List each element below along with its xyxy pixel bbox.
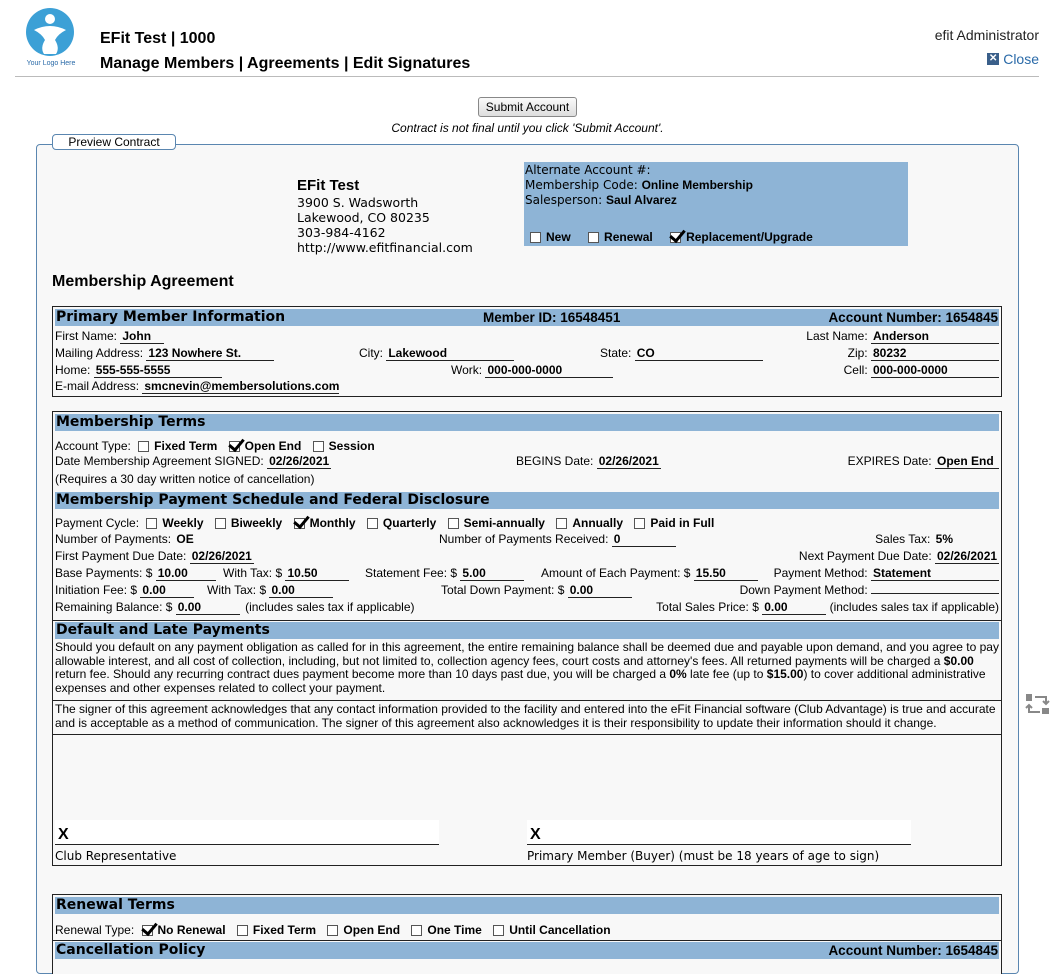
weekly-label: Weekly: [162, 516, 204, 530]
first-name-label: First Name:: [55, 329, 118, 343]
default-text: Should you default on any payment obligation as called for in this agreement, the entire remaining balance shall be deemed due and payable upon demand, and you agree to pay allowable interest, and all cost of collection, including, but not limited to, collection agency fees, court costs and attorney's fees. All returned payments will be charged a $0.00 return fee. Should any recurring contract dues payment become more than 10 days past due, you will be charged a 0% late fee (up to $15.00) to cover additional administrative expenses and other expenses related to collect your payment.: [55, 640, 999, 695]
remaining-balance-label: Remaining Balance: $: [55, 600, 173, 614]
page-title: EFit Test | 1000: [100, 30, 216, 47]
total-price-value: 0.00: [762, 600, 826, 615]
next-due-value: 02/26/2021: [937, 549, 998, 563]
breadcrumb: Manage Members | Agreements | Edit Signatures: [100, 55, 471, 72]
cancellation-notice: (Requires a 30 day written notice of cancellation): [55, 472, 315, 486]
annually-label: Annually: [572, 516, 623, 530]
open-end-checkbox[interactable]: [229, 441, 240, 452]
divider: [53, 620, 1001, 621]
open-end-renewal-label: Open End: [343, 923, 401, 937]
semiannual-checkbox[interactable]: [448, 518, 459, 529]
one-time-label: One Time: [427, 923, 482, 937]
until-cancel-label: Until Cancellation: [509, 923, 611, 937]
signer-acknowledgement: The signer of this agreement acknowledges that any contact information provided to the facility and entered into the eFit Financial software (Club Advantage) is true and accurate and is acceptable as a method of communication. The signer of this agreement also acknowledges it is their responsibility to update their information should it change.: [55, 702, 996, 730]
monthly-label: Monthly: [309, 516, 356, 530]
quarterly-checkbox[interactable]: [367, 518, 378, 529]
account-number: Account Number: 1654845: [828, 943, 998, 958]
submit-note: Contract is not final until you click 'Submit Account'.: [391, 121, 664, 135]
primary-member-section: [52, 306, 1002, 397]
replacement-label: Replacement/Upgrade: [686, 230, 813, 244]
biweekly-checkbox[interactable]: [215, 518, 226, 529]
section-title: Renewal Terms: [56, 897, 175, 913]
home-phone-label: Home:: [55, 363, 91, 377]
each-payment-value: 15.50: [694, 566, 758, 581]
default-header: [55, 622, 999, 639]
cell-phone-value: 000-000-0000: [871, 363, 999, 378]
section-header: [55, 897, 999, 914]
section-title: Membership Terms: [56, 414, 206, 430]
account-type-label: Account Type:: [55, 439, 131, 453]
fixed-term-renewal-checkbox[interactable]: [237, 925, 248, 936]
new-checkbox[interactable]: [530, 232, 541, 243]
alt-account-label: Alternate Account #:: [525, 163, 651, 177]
first-due-value: 02/26/2021: [191, 549, 252, 563]
signed-date-value: 02/26/2021: [269, 454, 330, 468]
with-tax-label: With Tax: $: [223, 566, 283, 580]
num-payments-label: Number of Payments:: [55, 532, 172, 546]
sales-tax-value: 5%: [935, 532, 953, 546]
preview-contract-button[interactable]: Preview Contract: [52, 134, 176, 150]
no-renewal-label: No Renewal: [157, 923, 226, 937]
member-signature-field[interactable]: [527, 820, 911, 845]
terms-section: [52, 411, 1002, 866]
sign-mark: X: [530, 826, 541, 843]
close-label: Close: [1003, 51, 1039, 67]
with-tax-value: 10.50: [285, 566, 349, 581]
expires-date-label: EXPIRES Date:: [847, 454, 932, 468]
one-time-checkbox[interactable]: [411, 925, 422, 936]
sales-tax-label: Sales Tax:: [875, 532, 931, 546]
account-number: Account Number: 1654845: [828, 310, 998, 325]
paid-full-checkbox[interactable]: [634, 518, 645, 529]
club-phone: 303-984-4162: [297, 225, 386, 240]
expires-date-value: Open End: [935, 454, 999, 469]
open-end-renewal-checkbox[interactable]: [327, 925, 338, 936]
down-payment-value: 0.00: [568, 583, 632, 598]
section-header: [55, 414, 999, 431]
work-phone-value: 000-000-0000: [485, 363, 613, 378]
annually-checkbox[interactable]: [556, 518, 567, 529]
base-payments-value: 10.00: [156, 566, 216, 581]
logo-text: Your Logo Here: [26, 60, 76, 67]
member-id: Member ID: 16548451: [483, 310, 621, 325]
payment-method-label: Payment Method:: [773, 566, 868, 580]
state-label: State:: [600, 346, 632, 360]
payments-received-label: Number of Payments Received:: [439, 532, 609, 546]
first-due-label: First Payment Due Date:: [55, 549, 187, 563]
payment-method-value: Statement: [871, 566, 999, 581]
logo-icon: [22, 8, 80, 60]
app-header: [0, 0, 1055, 78]
club-url: http://www.efitfinancial.com: [297, 240, 473, 255]
statement-fee-label: Statement Fee: $: [365, 566, 458, 580]
weekly-checkbox[interactable]: [146, 518, 157, 529]
new-label: New: [546, 230, 571, 244]
begins-date-label: BEGINS Date:: [516, 454, 594, 468]
mailing-address-value: 123 Nowhere St.: [146, 346, 274, 361]
submit-account-button[interactable]: Submit Account: [478, 97, 577, 117]
signed-date-label: Date Membership Agreement SIGNED:: [55, 454, 264, 468]
semiannual-label: Semi-annually: [463, 516, 545, 530]
down-method-value: [871, 593, 999, 594]
renewal-label: Renewal: [604, 230, 653, 244]
monthly-checkbox[interactable]: [294, 518, 305, 529]
renewal-type-label: Renewal Type:: [55, 923, 135, 937]
home-phone-value: 555-555-5555: [94, 363, 222, 378]
quarterly-label: Quarterly: [382, 516, 437, 530]
begins-date-value: 02/26/2021: [598, 454, 659, 468]
until-cancel-checkbox[interactable]: [493, 925, 504, 936]
member-signature-label: Primary Member (Buyer) (must be 18 years of age to sign): [527, 849, 880, 863]
membership-code: Online Membership: [641, 178, 753, 192]
mailing-address-label: Mailing Address:: [55, 346, 144, 360]
club-rep-label: Club Representative: [55, 849, 177, 863]
zip-label: Zip:: [847, 346, 868, 360]
city-label: City:: [359, 346, 383, 360]
section-header: [55, 309, 999, 326]
salesperson-label: Salesperson:: [525, 193, 603, 207]
club-info: [297, 178, 473, 255]
next-due-label: Next Payment Due Date:: [798, 549, 932, 563]
paid-full-label: Paid in Full: [650, 516, 715, 530]
initiation-fee-label: Initiation Fee: $: [55, 583, 138, 597]
account-box: [524, 162, 908, 246]
remaining-balance-value: 0.00: [176, 600, 240, 615]
fixed-term-renewal-label: Fixed Term: [252, 923, 317, 937]
last-name-value: Anderson: [871, 329, 999, 344]
first-name-value: John: [120, 329, 164, 344]
init-tax-label: With Tax: $: [207, 583, 267, 597]
session-checkbox[interactable]: [313, 441, 324, 452]
logo: [22, 8, 80, 72]
remaining-balance-note: (includes sales tax if applicable): [245, 600, 415, 614]
section-title: Default and Late Payments: [56, 622, 270, 638]
work-phone-label: Work:: [451, 363, 483, 377]
club-name: EFit Test: [297, 177, 360, 194]
city-value: Lakewood: [386, 346, 514, 361]
switch-view-icon[interactable]: [1024, 690, 1054, 720]
no-renewal-checkbox[interactable]: [142, 925, 153, 936]
replacement-checkbox[interactable]: [670, 232, 681, 243]
sign-mark: X: [58, 826, 69, 843]
renewal-checkbox[interactable]: [588, 232, 599, 243]
num-payments-value: OE: [176, 532, 194, 546]
divider: [53, 734, 1001, 735]
section-title: Primary Member Information: [56, 309, 286, 325]
total-price-note: (includes sales tax if applicable): [829, 600, 999, 614]
renewal-section: [52, 894, 1002, 974]
user-name: efit Administrator: [934, 27, 1039, 43]
down-method-label: Down Payment Method:: [739, 583, 868, 597]
agreement-title: Membership Agreement: [52, 273, 234, 290]
email-value: smcnevin@membersolutions.com: [144, 379, 340, 393]
open-end-label: Open End: [244, 439, 302, 453]
club-rep-signature-field[interactable]: [55, 820, 439, 845]
cancellation-header: [55, 942, 999, 959]
statement-fee-value: 5.00: [460, 566, 524, 581]
each-payment-label: Amount of Each Payment: $: [541, 566, 691, 580]
session-label: Session: [328, 439, 375, 453]
club-city: Lakewood, CO 80235: [297, 210, 430, 225]
close-button[interactable]: [987, 51, 1039, 67]
payment-header: [55, 492, 999, 509]
total-price-label: Total Sales Price: $: [656, 600, 759, 614]
divider: [53, 700, 1001, 701]
header-divider: [15, 76, 1039, 77]
down-payment-label: Total Down Payment: $: [441, 583, 565, 597]
membership-code-label: Membership Code:: [525, 178, 638, 192]
zip-value: 80232: [871, 346, 999, 361]
cell-phone-label: Cell:: [843, 363, 868, 377]
fixed-term-checkbox[interactable]: [138, 441, 149, 452]
club-address: 3900 S. Wadsworth: [297, 195, 419, 210]
section-title: Membership Payment Schedule and Federal Disclosure: [56, 492, 490, 508]
init-tax-value: 0.00: [269, 583, 333, 598]
salesperson: Saul Alvarez: [605, 193, 677, 207]
fixed-term-label: Fixed Term: [154, 439, 218, 453]
initiation-fee-value: 0.00: [140, 583, 194, 598]
email-label: E-mail Address:: [55, 379, 140, 393]
payments-received-value: 0: [612, 532, 676, 547]
base-payments-label: Base Payments: $: [55, 566, 153, 580]
state-value: CO: [635, 346, 763, 361]
section-title: Cancellation Policy: [56, 942, 206, 958]
close-icon: ✕: [989, 53, 998, 64]
last-name-label: Last Name:: [806, 329, 868, 343]
payment-cycle-label: Payment Cycle:: [55, 516, 140, 530]
biweekly-label: Biweekly: [230, 516, 283, 530]
